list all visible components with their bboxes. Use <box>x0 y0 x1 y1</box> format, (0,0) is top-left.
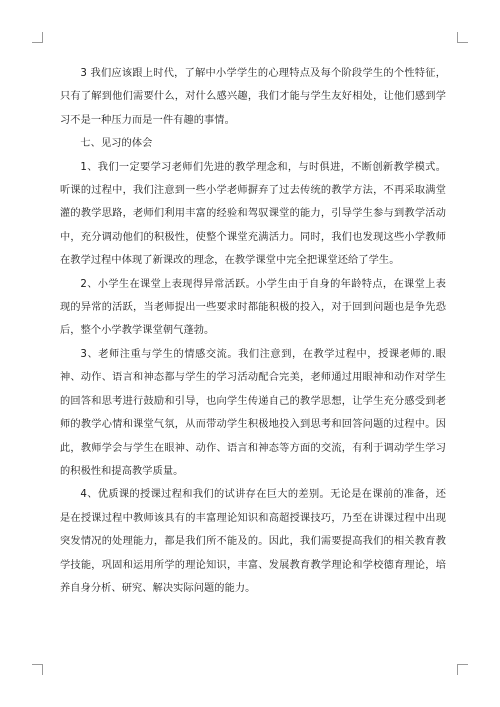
crop-mark-bottom-right <box>457 664 468 675</box>
paragraph-quality-lessons: 4、优质课的授课过程和我们的试讲存在巨大的差别。无论是在课前的准备，还是在授课过程中教师该具有的丰富理论知识和高超授课技巧，乃至在讲课过程中出现突发情况的处理能力，都是我们所不能及的。因此，我们需要提高我们的相关教育教学技能，巩固和运用所学的理论知识，丰富、发展教育教学理论和学校德育理论，培养自身分析、研究、解决实际问题的能力。 <box>60 489 446 594</box>
crop-mark-top-left <box>32 32 43 43</box>
paragraph-student-psychology: 3 我们应该跟上时代，了解中小学学生的心理特点及每个阶段学生的个性特征，只有了解到他们需要什么，对什么感兴趣，我们才能与学生友好相处，让他们感到学习不是一种压力而是一件有趣的事情。 <box>60 68 446 126</box>
paragraph-emotional-communication: 3、老师注重与学生的情感交流。我们注意到，在教学过程中，授课老师的.眼神、动作、语言和神态都与学生的学习活动配合完美，老师通过用眼神和动作对学生的回答和思考进行鼓励和引导，也向学生传递自己的教学思想，让学生充分感受到老师的教学心情和课堂气氛，从而带动学生积极地投入到思考和回答问题的过程中。因此，教师学会与学生在眼神、动作、语言和神态等方面的交流，有利于调动学生学习的积极性和提高教学质量。 <box>60 348 446 477</box>
paragraph-active-students: 2、小学生在课堂上表现得异常活跃。小学生由于自身的年龄特点，在课堂上表现的异常的活跃，当老师提出一些要求时都能积极的投入，对于回到问题也是争先恐后，整个小学教学课堂朝气蓬勃。 <box>60 278 446 337</box>
crop-mark-bottom-left <box>32 664 43 675</box>
section-heading-reflections: 七、见习的体会 <box>80 138 153 150</box>
document-body <box>60 62 446 600</box>
paragraph-teaching-philosophy: 1、我们一定要学习老师们先进的教学理念和，与时俱进，不断创新教学模式。听课的过程中，我们注意到一些小学老师摒弃了过去传统的教学方法，不再采取满堂灌的教学思路，老师们利用丰富的经验和驾驭课堂的能力，引导学生参与到教学活动中，充分调动他们的积极性，使整个课堂充满活力。同时，我们也发现这些小学教师在教学过程中体现了新课改的理念，在教学课堂中完全把课堂还给了学生。 <box>60 161 446 267</box>
crop-mark-top-right <box>457 32 468 43</box>
